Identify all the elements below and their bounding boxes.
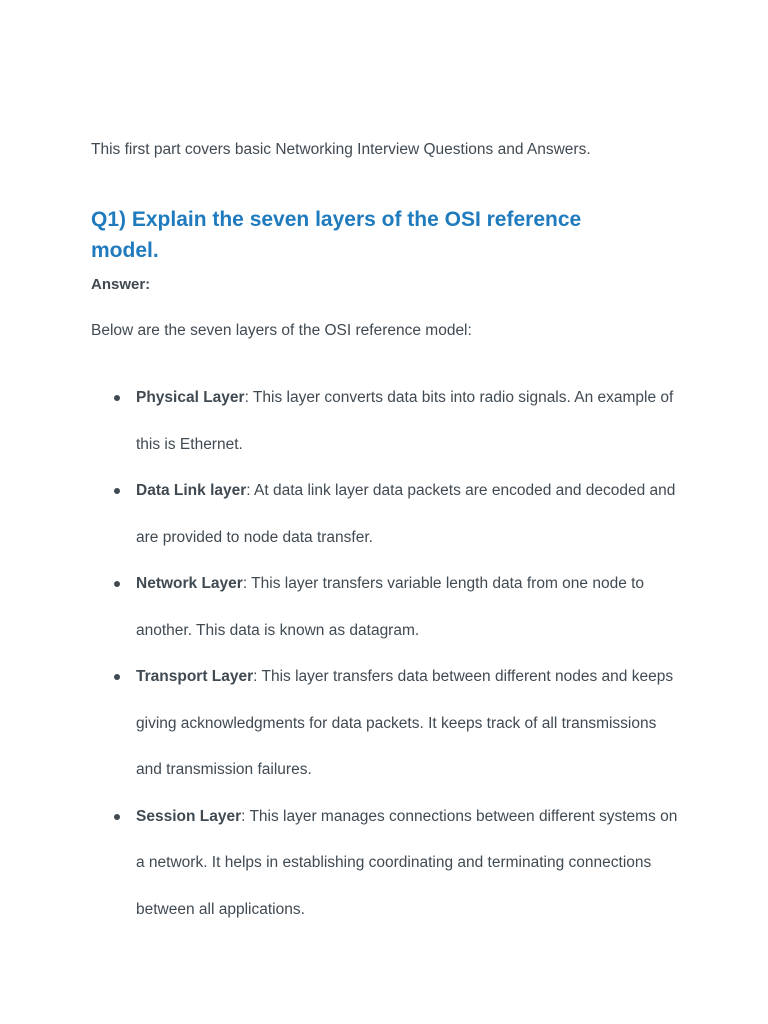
layer-term: Network Layer — [136, 575, 243, 592]
question-heading: Q1) Explain the seven layers of the OSI reference model. — [91, 208, 582, 262]
layer-description: : This layer transfers variable length data from one node to another. This data is known as datagram. — [136, 575, 645, 639]
layer-description: : At data link layer data packets are encoded and decoded and are provided to node data transfer. — [136, 482, 676, 546]
layer-term: Physical Layer — [136, 389, 245, 406]
layer-term: Transport Layer — [136, 668, 254, 685]
layer-term: Session Layer — [136, 807, 242, 825]
list-item-data-link-layer — [91, 468, 681, 561]
answer-label: Answer: — [91, 276, 151, 293]
list-item-session-layer — [91, 794, 681, 934]
bullet-dot-icon — [114, 674, 120, 680]
list-item-network-layer — [91, 561, 681, 654]
bullet-dot-icon — [114, 395, 120, 401]
list-item-physical-layer — [91, 375, 681, 468]
layer-description: : This layer transfers data between different nodes and keeps giving acknowledgments for data packets. It keeps track of all transmissions and transmission failures. — [136, 668, 674, 778]
list-item-transport-layer — [91, 654, 681, 794]
layer-description: : This layer manages connections between different systems on a network. It helps in establishing coordinating and terminating connections between all applications. — [136, 807, 678, 918]
intro-paragraph: This first part covers basic Networking Interview Questions and Answers. — [91, 141, 591, 158]
lead-paragraph: Below are the seven layers of the OSI reference model: — [91, 322, 472, 339]
layer-description: : This layer converts data bits into radio signals. An example of this is Ethernet. — [136, 389, 674, 453]
osi-layer-list — [91, 375, 691, 933]
bullet-dot-icon — [114, 814, 120, 820]
bullet-dot-icon — [114, 488, 120, 494]
bullet-dot-icon — [114, 581, 120, 587]
layer-term: Data Link layer — [136, 482, 247, 499]
